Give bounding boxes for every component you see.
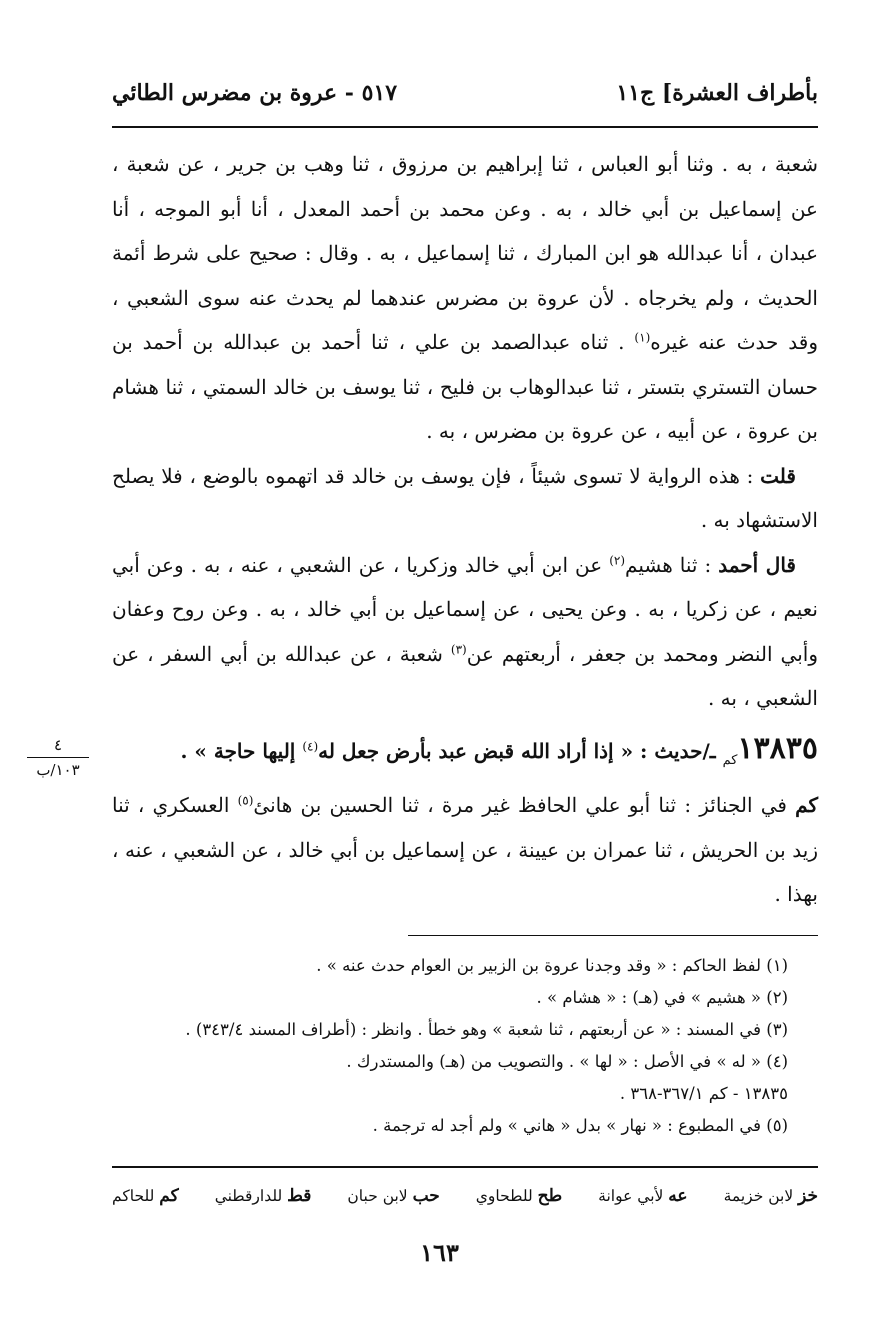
siglum: خز لابن خزيمة bbox=[723, 1186, 818, 1206]
siglum: قط للدارقطني bbox=[214, 1186, 312, 1206]
hadith-heading: $١٣٨٣٥_{كم}$ ـ/حديث : « إذا أراد الله قبض عبد بأرض جعل له$^{(٤)}$ إليها حاجة » . bbox=[180, 730, 818, 768]
footnote-rule bbox=[408, 935, 818, 936]
paragraph-isnad: شعبة ، به . وثنا أبو العباس ، ثنا إبراهيم بن مرزوق ، ثنا وهب بن جرير ، عن شعبة ، عن إسماعيل بن أبي خالد ، به . وعن محمد بن أحمد المعدل ، أنا أبو الموجه ، أنا عبدان ، أنا عبدالله هو ابن المبارك ، ثنا إسماعيل ، به . وقال : صحيح على شرط أئمة الحديث ، ولم يخرجاه . لأن عروة بن مضرس عندهما لم يحدث عنه سوى الشعبي ، وقد حدث عنه غيره$^{(١)}$ . ثناه عبدالصمد بن علي ، ثنا أحمد بن عبدالله بن أحمد بن حسان التستري بتستر ، ثنا عبدالوهاب بن فليح ، ثنا يوسف بن خالد السمتي ، ثنا هشام بن عروة ، عن أبيه ، عن عروة بن مضرس ، به . bbox=[112, 152, 818, 443]
footnote-ref-3: (٣) bbox=[450, 641, 467, 656]
header-rule bbox=[112, 126, 818, 128]
paragraph-ahmad: قال أحمد : ثنا هشيم$^{(٢)}$ عن ابن أبي خالد وزكريا ، عن الشعبي ، عنه ، به . وعن أبي نعيم ، عن زكريا ، به . وعن يحيى ، عن إسماعيل بن أبي خالد ، به . وعن روح وعفان وأبي النضر ومحمد بن جعفر ، أربعتهم عن$^{(٣)}$ شعبة ، عن عبدالله بن أبي السفر ، عن الشعبي ، به . bbox=[112, 552, 819, 710]
footnote-5: (٥) في المطبوع : « نهار » بدل « هاني » ولم أجد له ترجمة . bbox=[372, 1116, 788, 1135]
folio-divider bbox=[27, 757, 89, 758]
footnote-source: ١٣٨٣٥ - كم ٣٦٧/١-٣٦٨ . bbox=[619, 1084, 788, 1103]
sigla-legend bbox=[112, 1186, 818, 1206]
page-number: ١٦٣ bbox=[420, 1238, 459, 1267]
siglum: كم للحاكم bbox=[112, 1186, 179, 1206]
manuscript-folio-note: ٤ ١٠٣/ب bbox=[18, 735, 98, 780]
footnote-ref-5: (٥) bbox=[237, 793, 254, 808]
siglum: عه لأبي عوانة bbox=[598, 1186, 688, 1206]
footnote-1: (١) لفظ الحاكم : « وقد وجدنا عروة بن الزبير بن العوام حدث عنه » . bbox=[316, 956, 788, 975]
footnotes bbox=[112, 950, 818, 1142]
footnote-3: (٣) في المسند : « عن أربعتهم ، ثنا شعبة » وهو خطأ . وانظر : (أطراف المسند ٣٤٣/٤) . bbox=[185, 1020, 788, 1039]
hadith-number: ١٣٨٣٥ bbox=[737, 730, 818, 766]
siglum: طح للطحاوي bbox=[475, 1186, 563, 1206]
main-text bbox=[112, 142, 818, 917]
paragraph-comment: قلت : هذه الرواية لا تسوى شيئاً ، فإن يوسف بن خالد قد اتهموه بالوضع ، فلا يصلح الاستشهاد به . bbox=[112, 463, 818, 532]
footnote-ref-1: (١) bbox=[634, 330, 651, 345]
paragraph-hakim: كم في الجنائز : ثنا أبو علي الحافظ غير مرة ، ثنا الحسين بن هانئ$^{(٥)}$ العسكري ، ثنا زيد بن الحريش ، ثنا عمران بن عيينة ، عن إسماعيل بن أبي خالد ، عن الشعبي ، عنه ، بهذا . bbox=[112, 793, 818, 906]
running-header bbox=[112, 76, 818, 116]
footnote-ref-4: (٤) bbox=[302, 738, 319, 753]
footnote-ref-2: (٢) bbox=[609, 552, 626, 567]
siglum: حب لابن حبان bbox=[347, 1186, 440, 1206]
sigla-rule bbox=[112, 1166, 818, 1168]
header-book-title: بأطراف العشرة] ج١١ bbox=[616, 80, 818, 106]
header-chapter-title: ٥١٧ - عروة بن مضرس الطائي bbox=[112, 80, 398, 106]
footnote-2: (٢) « هشيم » في (هـ) : « هشام » . bbox=[536, 988, 788, 1007]
footnote-4: (٤) « له » في الأصل : « لها » . والتصويب من (هـ) والمستدرك . bbox=[346, 1052, 788, 1071]
